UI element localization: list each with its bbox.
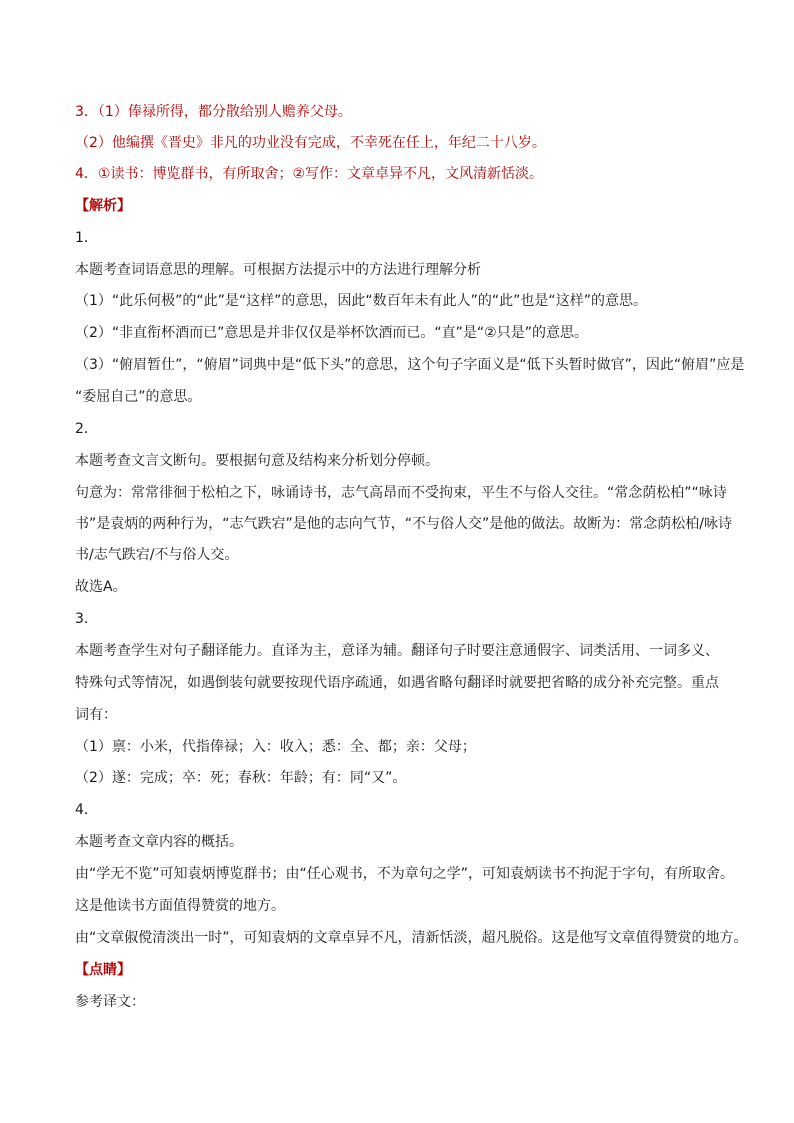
answer-4: 4．①读书：博览群书，有所取舍；②写作：文章卓异不凡，文风清新恬淡。 (75, 166, 544, 182)
q1-point-1: （1）“此乐何极”的“此”是“这样”的意思，因此“数百年未有此人”的“此”也是“这样”的意思。 (75, 293, 647, 309)
q2-answer: 故选A。 (75, 579, 127, 595)
q3-point-2: （2）遂：完成；卒：死；春秋：年龄；有：同“又”。 (75, 770, 407, 786)
q1-intro: 本题考查词语意思的理解。可根据方法提示中的方法进行理解分析 (75, 262, 481, 278)
q1-point-3a: （3）“俯眉暂仕”，“俯眉”词典中是“低下头”的意思，这个句子字面义是“低下头暂时做官”，因此“俯眉”应是 (75, 357, 745, 373)
dianjing-heading: 【点睛】 (75, 962, 131, 978)
q2-intro: 本题考查文言文断句。要根据句意及结构来分析划分停顿。 (75, 453, 439, 469)
answer-3-2: （2）他编撰《晋史》非凡的功业没有完成，不幸死在任上，年纪二十八岁。 (75, 135, 546, 151)
answer-3-1: 3．（1）俸禄所得，都分散给别人赡养父母。 (75, 104, 352, 120)
q1-point-2: （2）“非直衔杯酒而已”意思是并非仅仅是举杯饮酒而已。“直”是“②只是”的意思。 (75, 325, 588, 341)
q3-intro-b: 特殊句式等情况，如遇倒装句就要按现代语序疏通，如遇省略句翻译时就要把省略的成分补充完整。重点 (75, 675, 719, 691)
q3-number: 3． (75, 611, 98, 627)
reference-translation-label: 参考译文： (75, 994, 145, 1010)
q2-point-1a: 句意为：常常徘徊于松柏之下，咏诵诗书，志气高昂而不受拘束，平生不与俗人交往。“常念荫松柏”“咏诗 (75, 485, 727, 501)
q4-point-2: 由“文章俶傥清淡出一时”，可知袁炳的文章卓异不凡，清新恬淡，超凡脱俗。这是他写文章值得赞赏的地方。 (75, 930, 748, 946)
q4-point-1b: 这是他读书方面值得赞赏的地方。 (75, 898, 285, 914)
analysis-heading: 【解析】 (75, 198, 131, 214)
q2-point-1c: 书/志气跌宕/不与俗人交。 (75, 547, 239, 563)
q4-intro: 本题考查文章内容的概括。 (75, 834, 243, 850)
q4-point-1a: 由“学无不览”可知袁炳博览群书；由“任心观书，不为章句之学”，可知袁炳读书不拘泥于字句，有所取舍。 (75, 866, 735, 882)
q3-intro-a: 本题考查学生对句子翻译能力。直译为主，意译为辅。翻译句子时要注意通假字、词类活用、一词多义、 (75, 643, 719, 659)
q1-point-3b: “委屈自己”的意思。 (75, 389, 202, 405)
q1-number: 1． (75, 230, 98, 246)
q2-number: 2． (75, 421, 98, 437)
q4-number: 4． (75, 802, 98, 818)
q3-point-1: （1）禀：小米，代指俸禄；入：收入；悉：全、都；亲：父母； (75, 739, 476, 755)
q3-intro-c: 词有： (75, 707, 117, 723)
q2-point-1b: 书”是袁炳的两种行为，“志气跌宕”是他的志向气节，“不与俗人交”是他的做法。故断为：常念荫松柏/咏诗 (75, 516, 732, 532)
